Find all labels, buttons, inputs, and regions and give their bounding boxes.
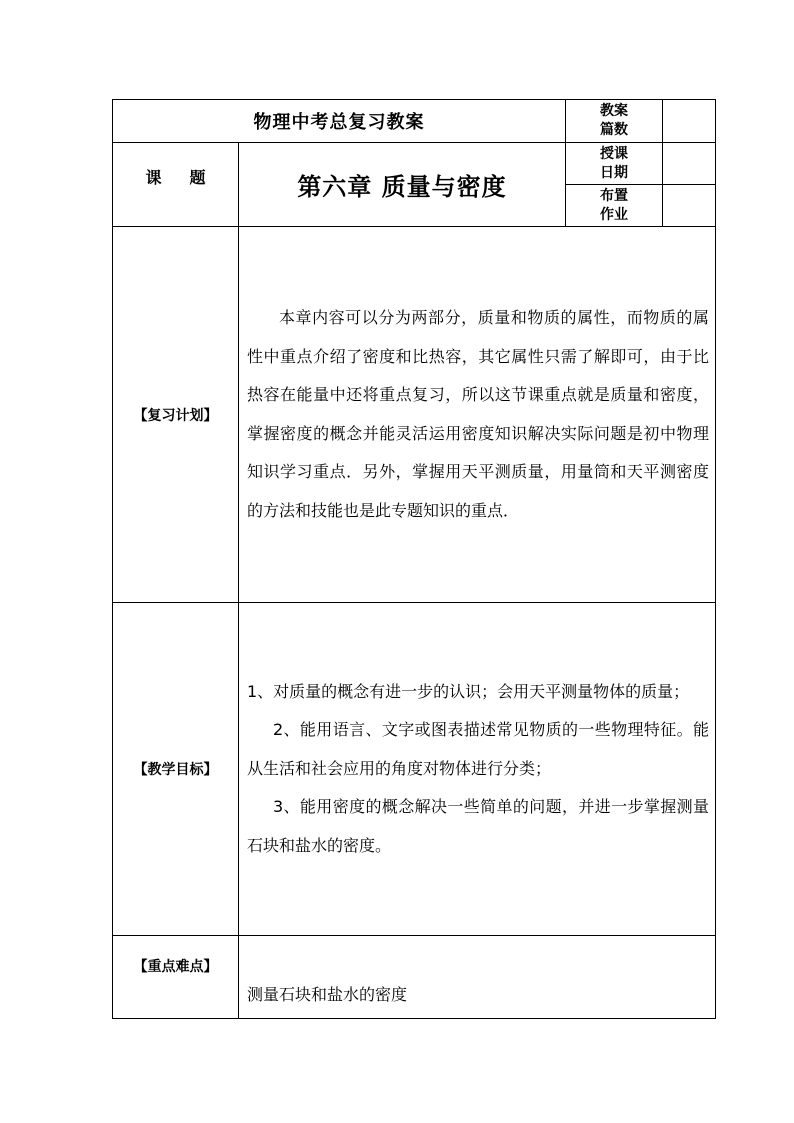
- date-label: 授课 日期: [566, 143, 663, 185]
- topic-label: 课 题: [113, 143, 239, 227]
- review-plan-text: 本章内容可以分为两部分，质量和物质的属性，而物质的属性中重点介绍了密度和比热容，其它属性只需了解即可，由于比热容在能量中还将重点复习，所以这节课重点就是质量和密度，掌握密度的概念并能灵活运用密度知识解决实际问题是初中物理知识学习重点．另外，掌握用天平测质量，用量筒和天平测密度的方法和技能也是此专题知识的重点．: [239, 227, 716, 603]
- goal-item-3: 3、能用密度的概念解决一些简单的问题，并进一步掌握测量石块和盐水的密度。: [247, 797, 709, 855]
- key-points-row: [113, 936, 716, 1019]
- goal-item-1: 1、对质量的概念有进一步的认识；会用天平测量物体的质量；: [247, 681, 690, 701]
- lesson-plan-table: [112, 99, 716, 1019]
- goal-item-2: 2、能用语言、文字或图表描述常见物质的一些物理特征。能从生活和社会应用的角度对物体进行分类；: [247, 720, 709, 778]
- homework-value: [663, 185, 716, 227]
- date-value: [663, 143, 716, 185]
- plan-count-label: 教案 篇数: [566, 100, 663, 143]
- topic-row-1: [113, 143, 716, 185]
- chapter-title: 第六章 质量与密度: [239, 143, 566, 227]
- review-plan-label: 【复习计划】: [113, 227, 239, 603]
- key-points-label: 【重点难点】: [113, 936, 239, 1019]
- teaching-goals-row: [113, 603, 716, 936]
- review-plan-row: [113, 227, 716, 603]
- key-points-text: 测量石块和盐水的密度: [239, 936, 716, 1019]
- homework-label: 布置 作业: [566, 185, 663, 227]
- title-row: [113, 100, 716, 143]
- document-title: 物理中考总复习教案: [113, 100, 566, 143]
- teaching-goals-label: 【教学目标】: [113, 603, 239, 936]
- teaching-goals-text: [239, 603, 716, 936]
- plan-count-value: [663, 100, 716, 143]
